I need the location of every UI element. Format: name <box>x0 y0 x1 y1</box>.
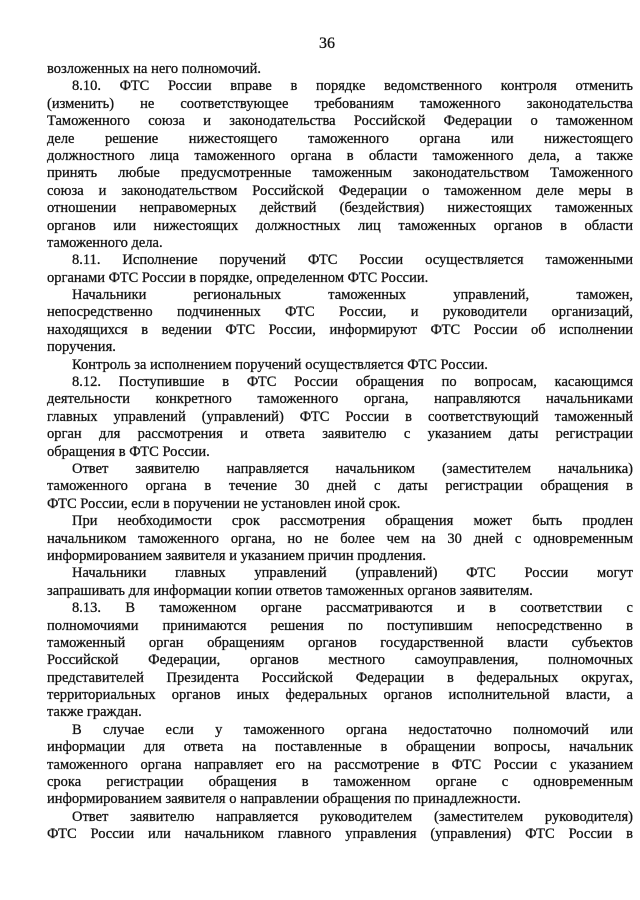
text-line: информированием заявителя и указанием причин продления. <box>47 547 426 564</box>
text-line: (изменить) не соответствующее требованиям таможенного законодательства <box>47 95 633 112</box>
text-line: представителей Президента Российской Федерации в федеральных округах, <box>47 669 633 686</box>
text-line: союза и законодательством Российской Федерации о таможенном деле меры в <box>47 182 633 199</box>
text-line: органами ФТС России в порядке, определенном ФТС России. <box>47 269 429 286</box>
text-line: При необходимости срок рассмотрения обращения может быть продлен <box>72 513 633 530</box>
text-line: деле решение нижестоящего таможенного органа или нижестоящего <box>47 130 633 147</box>
text-line: Таможенного союза и законодательства Российской Федерации о таможенном <box>47 113 633 130</box>
text-line: должностного лица таможенного органа в области таможенного дела, а также <box>47 147 633 164</box>
text-line: находящихся в ведении ФТС России, информируют ФТС России об исполнении <box>47 321 633 338</box>
text-line: органов или нижестоящих должностных лиц таможенных органов в области <box>47 217 633 234</box>
text-line: начальником таможенного органа, но не более чем на 30 дней с одновременным <box>47 530 633 547</box>
text-line: 8.10. ФТС России вправе в порядке ведомственного контроля отменить <box>72 78 633 95</box>
text-line: информации для ответа на поставленные в обращении вопросы, начальник <box>47 739 633 756</box>
text-line: В случае если у таможенного органа недостаточно полномочий или <box>72 721 633 738</box>
text-line: 8.11. Исполнение поручений ФТС России осуществляется таможенными <box>72 252 633 269</box>
text-line: также граждан. <box>47 704 142 721</box>
text-line: возложенных на него полномочий. <box>47 61 262 77</box>
text-line: ФТС России или начальником главного управления (управления) ФТС России в <box>47 826 633 843</box>
text-line: Ответ заявителю направляется начальником (заместителем начальника) <box>72 460 633 477</box>
text-line: ФТС России, если в поручении не установлен иной срок. <box>47 495 401 512</box>
text-line: Начальники региональных таможенных управлений, таможен, <box>72 287 633 304</box>
text-line: Контроль за исполнением поручений осуществляется ФТС России. <box>72 356 488 373</box>
text-line: информированием заявителя о направлении обращения по принадлежности. <box>47 791 521 808</box>
text-line: орган для рассмотрения и ответа заявителю с указанием даты регистрации <box>47 426 633 443</box>
text-line: таможенного органа в течение 30 дней с даты регистрации обращения в <box>47 478 633 495</box>
text-line: 8.12. Поступившие в ФТС России обращения по вопросам, касающимся <box>72 374 633 391</box>
text-line: полномочиями принимаются решения по поступившим непосредственно в <box>47 617 633 634</box>
text-line: главных управлений (управлений) ФТС России в соответствующий таможенный <box>47 408 633 425</box>
text-line: срока регистрации обращения в таможенном органе с одновременным <box>47 774 633 791</box>
document-body <box>47 61 633 844</box>
text-line: обращения в ФТС России. <box>47 443 210 460</box>
text-line: Ответ заявителю направляется руководителем (заместителем руководителя) <box>72 808 633 825</box>
text-line: деятельности конкретного таможенного органа, направляются начальниками <box>47 391 633 408</box>
text-line: таможенного органа направляет его на рассмотрение в ФТС России с указанием <box>47 756 633 773</box>
text-line: таможенный орган обращениям органов государственной власти субъектов <box>47 634 633 651</box>
text-line: принять любые предусмотренные таможенным законодательством Таможенного <box>47 165 633 182</box>
text-line: запрашивать для информации копии ответов таможенных органов заявителям. <box>47 582 533 599</box>
text-line: поручения. <box>47 339 116 356</box>
text-line: таможенного дела. <box>47 234 163 251</box>
text-line: непосредственно подчиненных ФТС России, и руководители организаций, <box>47 304 633 321</box>
text-line: территориальных органов иных федеральных органов исполнительной власти, а <box>47 687 633 704</box>
text-line: отношении неправомерных действий (бездействия) нижестоящих таможенных <box>47 200 633 217</box>
text-line: Начальники главных управлений (управлений) ФТС России могут <box>72 565 633 582</box>
text-line: Российской Федерации, органов местного самоуправления, полномочных <box>47 652 633 669</box>
page-number: 36 <box>319 35 335 52</box>
text-line: 8.13. В таможенном органе рассматриваются и в соответствии с <box>72 600 633 617</box>
